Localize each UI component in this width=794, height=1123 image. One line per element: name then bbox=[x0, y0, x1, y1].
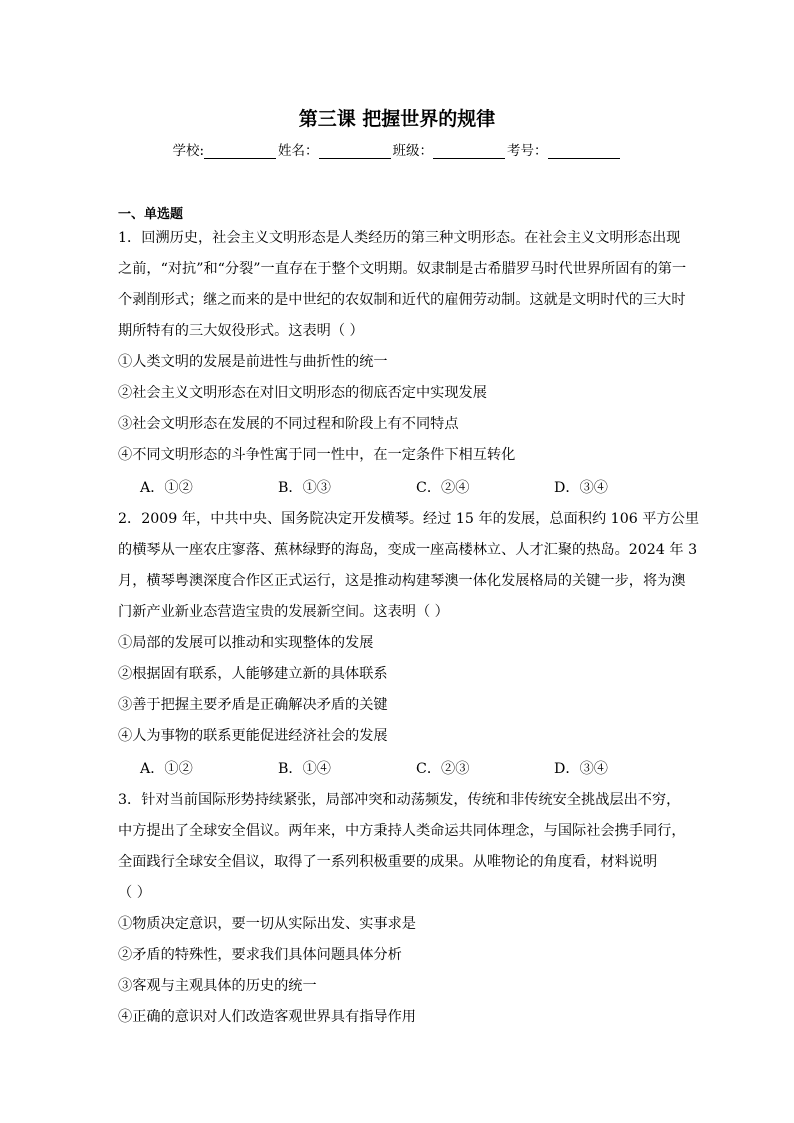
question-2-stem-line: 月，横琴粤澳深度合作区正式运行，这是推动构建琴澳一体化发展格局的关键一步，将为澳 bbox=[118, 573, 686, 589]
question-3-option: ②矛盾的特殊性，要求我们具体问题具体分析 bbox=[118, 947, 402, 963]
page-title: 第三课 把握世界的规律 bbox=[298, 108, 496, 130]
question-3-option: ④正确的意识对人们改造客观世界具有指导作用 bbox=[118, 1009, 416, 1025]
question-3-stem-line: （ ） bbox=[118, 885, 151, 901]
choice-d[interactable]: D．③④ bbox=[554, 480, 608, 496]
question-1-stem-line: 个剥削形式；继之而来的是中世纪的农奴制和近代的雇佣劳动制。这就是文明时代的三大时 bbox=[118, 292, 686, 308]
question-3-option: ③客观与主观具体的历史的统一 bbox=[118, 978, 317, 994]
name-blank[interactable] bbox=[319, 144, 391, 159]
question-2-option: ④人为事物的联系更能促进经济社会的发展 bbox=[118, 728, 388, 744]
class-blank[interactable] bbox=[433, 144, 505, 159]
question-2-stem-line: 的横琴从一座农庄寥落、蕉林绿野的海岛，变成一座高楼林立、人才汇聚的热岛。2024 年 3 bbox=[118, 542, 698, 558]
choice-a[interactable]: A．①② bbox=[140, 761, 193, 777]
question-1-option: ④不同文明形态的斗争性寓于同一性中，在一定条件下相互转化 bbox=[118, 447, 516, 463]
class-label: 班级： bbox=[392, 143, 434, 159]
question-2-stem-line: 门新产业新业态营造宝贵的发展新空间。这表明（ ） bbox=[118, 604, 449, 620]
choice-b[interactable]: B．①④ bbox=[278, 761, 331, 777]
choice-c[interactable]: C．②④ bbox=[416, 480, 470, 496]
question-2-stem-line: 2．2009 年，中共中央、国务院决定开发横琴。经过 15 年的发展，总面积约 106 平方公里 bbox=[118, 511, 700, 527]
question-2-option: ③善于把握主要矛盾是正确解决矛盾的关键 bbox=[118, 697, 388, 713]
question-1-option: ①人类文明的发展是前进性与曲折性的统一 bbox=[118, 354, 388, 370]
section-title: 一、单选题 bbox=[118, 207, 184, 222]
choice-c[interactable]: C．②③ bbox=[416, 761, 470, 777]
question-2-option: ②根据固有联系，人能够建立新的具体联系 bbox=[118, 666, 388, 682]
question-1-option: ③社会文明形态在发展的不同过程和阶段上有不同特点 bbox=[118, 416, 459, 432]
question-1-choices bbox=[140, 477, 692, 497]
question-1-stem-line: 期所特有的三大奴役形式。这表明（ ） bbox=[118, 323, 364, 339]
name-label: 姓名： bbox=[278, 143, 319, 159]
question-2-option: ①局部的发展可以推动和实现整体的发展 bbox=[118, 635, 374, 651]
number-label: 考号： bbox=[507, 143, 548, 159]
question-3-stem-line: 中方提出了全球安全倡议。两年来，中方秉持人类命运共同体理念，与国际社会携手同行， bbox=[118, 823, 686, 839]
question-2-choices bbox=[140, 758, 692, 778]
choice-a[interactable]: A．①② bbox=[140, 480, 193, 496]
student-info-line bbox=[0, 139, 794, 159]
question-1-stem-line: 之前，“对抗”和“分裂”一直存在于整个文明期。奴隶制是古希腊罗马时代世界所固有的第一 bbox=[118, 261, 687, 277]
choice-d[interactable]: D．③④ bbox=[554, 761, 608, 777]
choice-b[interactable]: B．①③ bbox=[278, 480, 331, 496]
number-blank[interactable] bbox=[548, 144, 620, 159]
question-1-option: ②社会主义文明形态在对旧文明形态的彻底否定中实现发展 bbox=[118, 385, 487, 401]
question-3-option: ①物质决定意识，要一切从实际出发、实事求是 bbox=[118, 916, 416, 932]
school-label: 学校: bbox=[172, 143, 205, 159]
question-1-stem-line: 1．回溯历史，社会主义文明形态是人类经历的第三种文明形态。在社会主义文明形态出现 bbox=[118, 230, 681, 246]
question-3-stem-line: 3．针对当前国际形势持续紧张，局部冲突和动荡频发，传统和非传统安全挑战层出不穷， bbox=[118, 792, 681, 808]
school-blank[interactable] bbox=[204, 144, 276, 159]
question-3-stem-line: 全面践行全球安全倡议，取得了一系列积极重要的成果。从唯物论的角度看，材料说明 bbox=[118, 854, 658, 870]
